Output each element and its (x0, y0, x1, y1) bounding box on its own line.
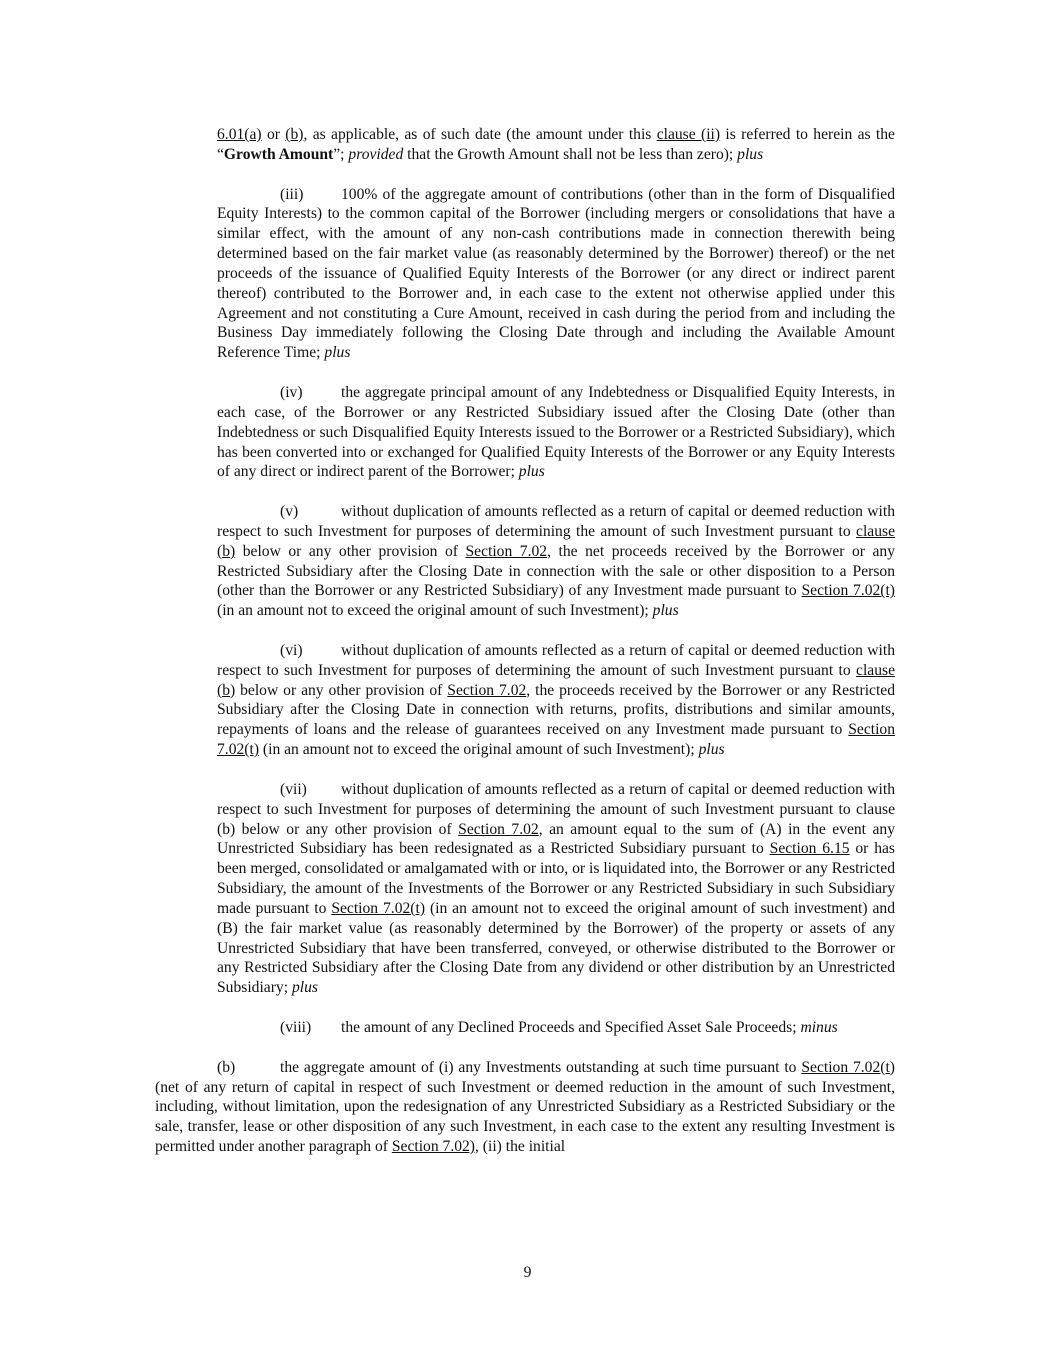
body-text: , an amount equal to the sum of (A) in the event any Unrestricted Subsidiary has been redesignated as a Restricted Subsidiary pursuant to (217, 820, 896, 858)
document-body (155, 125, 896, 1177)
cross-reference: Section 7.02(t) (331, 899, 426, 917)
cross-reference: Section 6.15 (769, 840, 850, 858)
paragraph-v (217, 502, 895, 621)
emphasis-text: plus (518, 463, 545, 481)
clause-label: (vi) (280, 641, 303, 659)
clause-label: (v) (280, 503, 299, 521)
cross-reference: Section 7.02 (465, 542, 548, 560)
body-text: that the Growth Amount shall not be less than zero); (403, 145, 738, 163)
paragraph-iv (217, 383, 895, 482)
cross-reference: clause (b) (217, 661, 895, 699)
paragraph-b (155, 1058, 895, 1157)
body-text: , as applicable, as of such date (the amount under this (303, 126, 657, 143)
body-text: (in an amount not to exceed the original amount of such investment) and (B) the fair market value (as reasonably determined by the Borrower) of the property or assets of any Unrestricted Subsidiary that have been transferred, conveyed, or otherwise distributed to the Borrower or any Restricted Subsidiary after the Closing Date from any dividend or other distribution by an Unrestricted Subsidiary; (217, 899, 896, 997)
body-text: the aggregate amount of (i) any Investments outstanding at such time pursuant to (280, 1058, 802, 1076)
paragraph-vii (217, 780, 895, 998)
emphasis-text: plus (324, 344, 351, 362)
cross-reference: Section 7.02 (447, 681, 527, 699)
paragraph-iii (217, 185, 895, 364)
body-text: (in an amount not to exceed the original amount of such Investment); (259, 741, 699, 759)
body-text: without duplication of amounts reflected as a return of capital or deemed reduction with respect to such Investment for purposes of determining the amount of such Investment pursuant to (217, 641, 895, 679)
paragraph-continued (217, 125, 895, 165)
emphasis-text: provided (348, 145, 404, 163)
body-text: (in an amount not to exceed the original amount of such Investment); (217, 602, 653, 620)
page-number: 9 (523, 1264, 532, 1281)
body-text: below or any other provision of (235, 542, 466, 560)
cross-reference: Section 7.02(t) (217, 721, 895, 759)
cross-reference: clause (b) (217, 522, 895, 560)
cross-reference: Section 7.02(t (801, 1058, 890, 1076)
emphasis-text: plus (291, 979, 318, 997)
paragraph-viii (217, 1018, 895, 1038)
body-text: or (261, 126, 286, 143)
body-text: , (ii) the initial (475, 1138, 566, 1156)
defined-term: Growth Amount (223, 145, 334, 163)
body-text: ) (net of any return of capital in respect of such Investment or deemed reduction in the amount of such Investment, including, without limitation, upon the redesignation of any Unrestricted Subsidiary as a Restricted Subsidiary or the sale, transfer, lease or other disposition of any such Investment, in each case to the extent any resulting Investment is permitted under another paragraph of (155, 1058, 895, 1156)
body-text: the aggregate principal amount of any Indebtedness or Disqualified Equity Interests, in each case, of the Borrower or any Restricted Subsidiary issued after the Closing Date (other than Indebtedness or such Disqualified Equity Interests issued to the Borrower or a Restricted Subsidiary), which has been converted into or exchanged for Qualified Equity Interests of the Borrower or any Equity Interests of any direct or indirect parent of the Borrower; (217, 383, 895, 481)
body-text: or has been merged, consolidated or amalgamated with or into, or is liquidated into, the Borrower or any Restricted Subsidiary, the amount of the Investments of the Borrower or any Restricted Subsidiary in such Subsidiary made pursuant to (217, 840, 895, 917)
body-text: without duplication of amounts reflected as a return of capital or deemed reduction with respect to such Investment for purposes of determining the amount of such Investment pursuant to (217, 503, 895, 540)
clause-label: (viii) (280, 1018, 312, 1036)
body-text: without duplication of amounts reflected as a return of capital or deemed reduction with respect to such Investment for purposes of determining the amount of such Investment pursuant to clause (b) below or any other provision of (217, 780, 895, 838)
clause-label: (iii) (280, 185, 304, 203)
emphasis-text: minus (800, 1018, 838, 1036)
body-text: the amount of any Declined Proceeds and Specified Asset Sale Proceeds; (341, 1018, 801, 1036)
body-text: , the net proceeds received by the Borrower or any Restricted Subsidiary after the Closing Date in connection with the sale or other disposition to a Person (other than the Borrower or any Restricted Subsidiary) of any Investment made pursuant to (217, 542, 896, 600)
body-text: below or any other provision of (235, 681, 448, 699)
clause-label: (iv) (280, 383, 303, 401)
body-text: , the proceeds received by the Borrower or any Restricted Subsidiary after the Closing Date in connection with returns, profits, distributions and similar amounts, repayments of loans and the release of guarantees received on any Investment made pursuant to (217, 681, 895, 739)
body-text: 100% of the aggregate amount of contributions (other than in the form of Disqualified Equity Interests) to the common capital of the Borrower (including mergers or consolidations that have a similar effect, with the amount of any non-cash contributions made in connection therewith being determined based on the fair market value (as reasonably determined by the Borrower) thereof) or the net proceeds of the issuance of Qualified Equity Interests of the Borrower (or any direct or indirect parent thereof) contributed to the Borrower and, in each case to the extent not otherwise applied under this Agreement and not constituting a Cure Amount, received in cash during the period from and including the Business Day immediately following the Closing Date through and including the Available Amount Reference Time; (217, 185, 895, 362)
body-text: is referred to herein as the “ (217, 126, 895, 163)
cross-reference: Section 7.02 (458, 820, 539, 838)
emphasis-text: plus (652, 602, 679, 620)
cross-reference: 6.01(a) (217, 126, 262, 143)
cross-reference: clause (ii) (656, 126, 721, 143)
paragraph-vi (217, 641, 895, 760)
cross-reference: Section 7.02(t) (801, 582, 896, 600)
emphasis-text: plus (698, 741, 725, 759)
cross-reference: (b) (285, 126, 304, 143)
clause-label: (b) (217, 1058, 236, 1076)
clause-label: (vii) (280, 780, 307, 798)
emphasis-text: plus (737, 145, 764, 163)
body-text: ”; (333, 145, 349, 163)
cross-reference: Section 7.02) (391, 1138, 475, 1156)
